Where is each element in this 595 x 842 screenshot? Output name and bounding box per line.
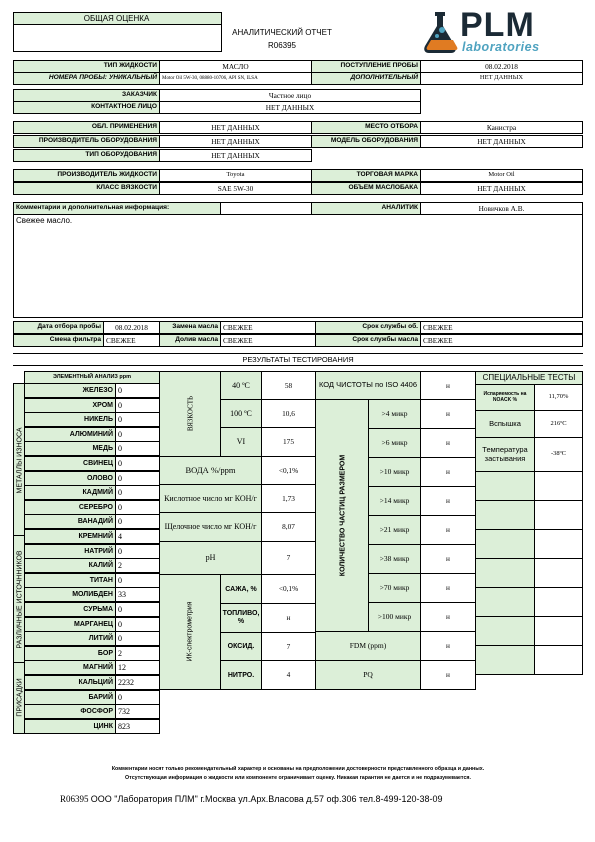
fluid-maker-value: Toyota — [159, 169, 312, 182]
special-empty-label — [475, 500, 535, 530]
acid-value: 1,73 — [261, 484, 316, 513]
fuel-value: н — [261, 603, 316, 633]
element-name: ТИТАН — [25, 574, 116, 587]
ph-value: 7 — [261, 541, 316, 575]
particle-count-value: н — [420, 457, 476, 487]
fluid-maker-label: ПРОИЗВОДИТЕЛЬ ЖИДКОСТИ — [13, 169, 160, 182]
application-label: ОБЛ. ПРИМЕНЕНИЯ — [13, 121, 160, 134]
application-value: НЕТ ДАННЫХ — [159, 121, 312, 134]
particle-size-label: >4 микр — [368, 399, 421, 429]
special-empty-label — [475, 529, 535, 559]
viscosity-class-label: КЛАСС ВЯЗКОСТИ — [13, 182, 160, 195]
element-value: 0 — [118, 517, 122, 527]
overall-box — [13, 24, 222, 52]
element-value: 0 — [118, 473, 122, 483]
sample-date-value: 08.02.2018 — [103, 321, 160, 334]
particle-size-label: >10 микр — [368, 457, 421, 487]
filter-change-label: Смена фильтра — [13, 334, 104, 347]
particle-size-label: >14 микр — [368, 486, 421, 516]
life-oil-value: СВЕЖЕЕ — [420, 321, 583, 334]
element-row — [24, 617, 160, 632]
element-name: КАЛИЙ — [25, 559, 116, 572]
special-empty-value — [534, 587, 583, 617]
logo-sub: laboratories — [462, 40, 540, 54]
element-name: МЕДЬ — [25, 442, 116, 455]
soot-value: <0,1% — [261, 574, 316, 604]
water-label: ВОДА %/ppm — [159, 456, 262, 485]
element-value: 0 — [118, 459, 122, 468]
soot-label: САЖА, % — [220, 574, 262, 604]
sample-date-label: Дата отбора пробы — [13, 321, 104, 334]
element-row — [24, 383, 160, 398]
element-row — [24, 602, 160, 617]
element-row — [24, 660, 160, 675]
equip-maker-value: НЕТ ДАННЫХ — [159, 135, 312, 148]
vi-label: VI — [220, 427, 262, 457]
sampling-point-value: Канистра — [420, 121, 583, 134]
pour-label: Температура застывания — [475, 437, 535, 472]
analyst-value: Новичков А.В. — [420, 202, 583, 215]
element-name: ОЛОВО — [25, 472, 116, 485]
element-name: СВИНЕЦ — [25, 457, 116, 470]
element-value: 0 — [118, 488, 122, 498]
flash-value: 216ºC — [534, 410, 583, 438]
overall-label: ОБЩАЯ ОЦЕНКА — [13, 12, 222, 25]
element-row — [24, 500, 160, 515]
particle-count-value: н — [420, 602, 476, 632]
iso-value: н — [420, 371, 476, 400]
additional-label: ДОПОЛНИТЕЛЬНЫЙ — [311, 72, 421, 85]
sample-no-label: НОМЕРА ПРОБЫ: УНИКАЛЬНЫЙ — [13, 72, 160, 85]
disclaimer-1: Комментарии носят только рекомендательный характер и основаны на предположении достоверности представленного образца и данных. — [111, 766, 485, 772]
viscosity-group: ВЯЗКОСТЬ — [159, 371, 221, 457]
particle-size-label: >38 микр — [368, 544, 421, 574]
particle-count-value: н — [420, 573, 476, 603]
element-name: ЖЕЛЕЗО — [25, 384, 116, 397]
element-row — [24, 690, 160, 705]
particle-count-value: н — [420, 428, 476, 458]
footer-code: R06395 — [60, 794, 89, 804]
iso-label: КОД ЧИСТОТЫ по ISO 4406 — [315, 371, 421, 400]
oxid-value: 7 — [261, 632, 316, 661]
equip-model-label: МОДЕЛЬ ОБОРУДОВАНИЯ — [311, 135, 421, 148]
special-empty-label — [475, 616, 535, 646]
element-name: МОЛИБДЕН — [25, 588, 116, 601]
pq-value: н — [420, 660, 476, 690]
life-value: СВЕЖЕЕ — [420, 334, 583, 347]
special-empty-label — [475, 587, 535, 617]
element-value: 2232 — [118, 678, 134, 687]
element-row — [24, 631, 160, 646]
comments-label: Комментарии и дополнительная информация: — [13, 202, 221, 215]
element-value: 0 — [118, 429, 122, 439]
footer-company: ООО "Лаборатория ПЛМ" г.Москва ул.Арх.Власова д.57 оф.306 тел.8-499-120-38-09 — [90, 794, 443, 804]
element-row — [24, 471, 160, 486]
group-wear: МЕТАЛЛЫ ИЗНОСА — [13, 383, 25, 536]
fdm-label: FDM (ppm) — [315, 631, 421, 661]
nitr-label: НИТРО. — [220, 660, 262, 690]
special-empty-value — [534, 645, 583, 675]
ir-group: ИК-спектрометрия — [159, 574, 221, 690]
water-value: <0,1% — [261, 456, 316, 485]
element-value: 0 — [118, 386, 122, 395]
life-oil-label: Срок службы об. — [315, 321, 421, 334]
topup-label: Долив масла — [159, 334, 221, 347]
v100-value: 10,6 — [261, 399, 316, 428]
arrival-label: ПОСТУПЛЕНИЕ ПРОБЫ — [311, 60, 421, 73]
analyst-label: АНАЛИТИК — [311, 202, 421, 215]
element-value: 2 — [118, 648, 122, 658]
logo-main: PLM — [460, 6, 535, 44]
special-empty-label — [475, 645, 535, 675]
element-name: КАДМИЙ — [25, 486, 116, 499]
element-name: ХРОМ — [25, 399, 116, 412]
element-name: ЦИНК — [25, 720, 116, 733]
sampling-point-label: МЕСТО ОТБОРА — [311, 121, 421, 134]
particle-count-value: н — [420, 486, 476, 516]
pq-label: PQ — [315, 660, 421, 690]
element-row — [24, 441, 160, 456]
element-value: 2 — [118, 561, 122, 571]
life-label: Срок службы масла — [315, 334, 421, 347]
nitr-value: 4 — [261, 660, 316, 690]
flash-label: Вспышка — [475, 410, 535, 438]
element-row — [24, 529, 160, 544]
v40-value: 58 — [261, 371, 316, 400]
special-label: СПЕЦИАЛЬНЫЕ ТЕСТЫ — [475, 371, 583, 385]
element-name: ФОСФОР — [25, 705, 116, 718]
element-row — [24, 704, 160, 719]
element-name: АЛЮМИНИЙ — [25, 428, 116, 441]
element-name: МАРГАНЕЦ — [25, 618, 116, 631]
base-label: Щелочное число мг КОН/г — [159, 512, 262, 542]
comment-box — [13, 214, 583, 318]
comment-text: Свежее масло. — [16, 216, 73, 225]
element-name: ВАНАДИЙ — [25, 515, 116, 528]
particle-size-label: >70 микр — [368, 573, 421, 603]
element-name: МАГНИЙ — [25, 661, 116, 674]
element-row — [24, 456, 160, 471]
equip-type-value: НЕТ ДАННЫХ — [159, 149, 312, 162]
element-name: БАРИЙ — [25, 691, 116, 704]
equip-model-value: НЕТ ДАННЫХ — [420, 135, 583, 148]
element-value: 0 — [118, 415, 122, 425]
customer-value: Частное лицо — [159, 89, 421, 102]
element-name: КАЛЬЦИЙ — [25, 676, 116, 689]
ph-label: pH — [159, 541, 262, 575]
element-row — [24, 587, 160, 602]
element-value: 0 — [118, 546, 122, 556]
arrival-value: 08.02.2018 — [420, 60, 583, 73]
element-row — [24, 485, 160, 500]
contact-label: КОНТАКТНОЕ ЛИЦО — [13, 101, 160, 114]
element-name: НИКЕЛЬ — [25, 413, 116, 426]
particle-size-label: >6 микр — [368, 428, 421, 458]
noack-label: Испаряемость на NOACK % — [475, 384, 535, 411]
element-name: ЛИТИЙ — [25, 632, 116, 645]
plm-logo — [422, 6, 582, 54]
element-row — [24, 398, 160, 413]
filter-change-value: СВЕЖЕЕ — [103, 334, 160, 347]
element-value: 0 — [118, 444, 122, 454]
element-name: НАТРИЙ — [25, 545, 116, 558]
special-empty-value — [534, 471, 583, 501]
flask-icon — [422, 10, 462, 54]
report-title: АНАЛИТИЧЕСКИЙ ОТЧЕТ — [232, 28, 332, 37]
element-value: 0 — [118, 575, 122, 585]
fdm-value: н — [420, 631, 476, 661]
element-value: 732 — [118, 707, 130, 717]
viscosity-class-value: SAE 5W-30 — [159, 182, 312, 195]
v40-label: 40 ºC — [220, 371, 262, 400]
particle-size-label: >21 микр — [368, 515, 421, 545]
pour-value: -38ºC — [534, 437, 583, 472]
noack-value: 11,70% — [534, 384, 583, 411]
element-value: 0 — [118, 692, 122, 702]
additional-value: НЕТ ДАННЫХ — [420, 72, 583, 85]
results-title: РЕЗУЛЬТАТЫ ТЕСТИРОВАНИЯ — [13, 353, 583, 366]
element-value: 33 — [118, 590, 126, 600]
element-row — [24, 544, 160, 559]
element-value: 4 — [118, 532, 122, 541]
sample-no-value: Motor Oil 5W-30, 08880-10706, API SN, ILSA — [159, 72, 312, 85]
brand-label: ТОРГОВАЯ МАРКА — [311, 169, 421, 182]
special-empty-value — [534, 529, 583, 559]
group-additives: ПРИСАДКИ — [13, 662, 25, 734]
element-value: 0 — [118, 605, 122, 614]
equip-maker-label: ПРОИЗВОДИТЕЛЬ ОБОРУДОВАНИЯ — [13, 135, 160, 148]
base-value: 8,07 — [261, 512, 316, 542]
element-row — [24, 427, 160, 442]
special-empty-value — [534, 558, 583, 588]
element-name: БОР — [25, 647, 116, 660]
customer-label: ЗАКАЗЧИК — [13, 89, 160, 102]
disclaimer-2: Отсутствующая информация о жидкости или компоненте ограничивает оценку. Никакая гарантия не дается и не подразумевается. — [125, 775, 471, 781]
element-row — [24, 514, 160, 529]
special-empty-value — [534, 616, 583, 646]
element-value: 12 — [118, 663, 126, 673]
element-value: 0 — [118, 400, 122, 410]
element-name: КРЕМНИЙ — [25, 530, 116, 543]
acid-label: Кислотное число мг КОН/г — [159, 484, 262, 513]
special-empty-label — [475, 471, 535, 501]
footer-line — [60, 794, 560, 804]
element-value: 823 — [118, 721, 130, 731]
element-row — [24, 646, 160, 661]
topup-value: СВЕЖЕЕ — [220, 334, 316, 347]
special-empty-value — [534, 500, 583, 530]
element-row — [24, 412, 160, 427]
element-row — [24, 573, 160, 588]
fluid-type-label: ТИП ЖИДКОСТИ — [13, 60, 160, 73]
sump-value: НЕТ ДАННЫХ — [420, 182, 583, 195]
report-number: R06395 — [267, 41, 297, 50]
particle-count-value: н — [420, 399, 476, 429]
element-value: 0 — [118, 619, 122, 629]
element-row — [24, 675, 160, 690]
special-empty-label — [475, 558, 535, 588]
fuel-label: ТОПЛИВО, % — [220, 603, 262, 633]
contact-value: НЕТ ДАННЫХ — [159, 101, 421, 114]
particle-size-label: >100 микр — [368, 602, 421, 632]
particle-count-value: н — [420, 515, 476, 545]
element-name: СУРЬМА — [25, 603, 116, 616]
vi-value: 175 — [261, 427, 316, 457]
particle-count-value: н — [420, 544, 476, 574]
particles-group: КОЛИЧЕСТВО ЧАСТИЦ РАЗМЕРОМ — [315, 399, 369, 632]
element-row — [24, 719, 160, 734]
oil-change-value: СВЕЖЕЕ — [220, 321, 316, 334]
group-contam: РАЗЛИЧНЫЕ ИСТОЧННИКОВ — [13, 535, 25, 663]
oxid-label: ОКСИД. — [220, 632, 262, 661]
elemental-label: ЭЛЕМЕНТНЫЙ АНАЛИЗ ppm — [24, 371, 160, 384]
sump-label: ОБЪЕМ МАСЛОБАКА — [311, 182, 421, 195]
v100-label: 100 ºC — [220, 399, 262, 428]
element-name: СЕРЕБРО — [25, 501, 116, 514]
element-value: 0 — [118, 634, 122, 644]
oil-change-label: Замена масла — [159, 321, 221, 334]
element-row — [24, 558, 160, 573]
brand-value: Motor Oil — [420, 169, 583, 182]
equip-type-label: ТИП ОБОРУДОВАНИЯ — [13, 149, 160, 162]
fluid-type-value: МАСЛО — [159, 60, 312, 73]
element-value: 0 — [118, 502, 122, 512]
